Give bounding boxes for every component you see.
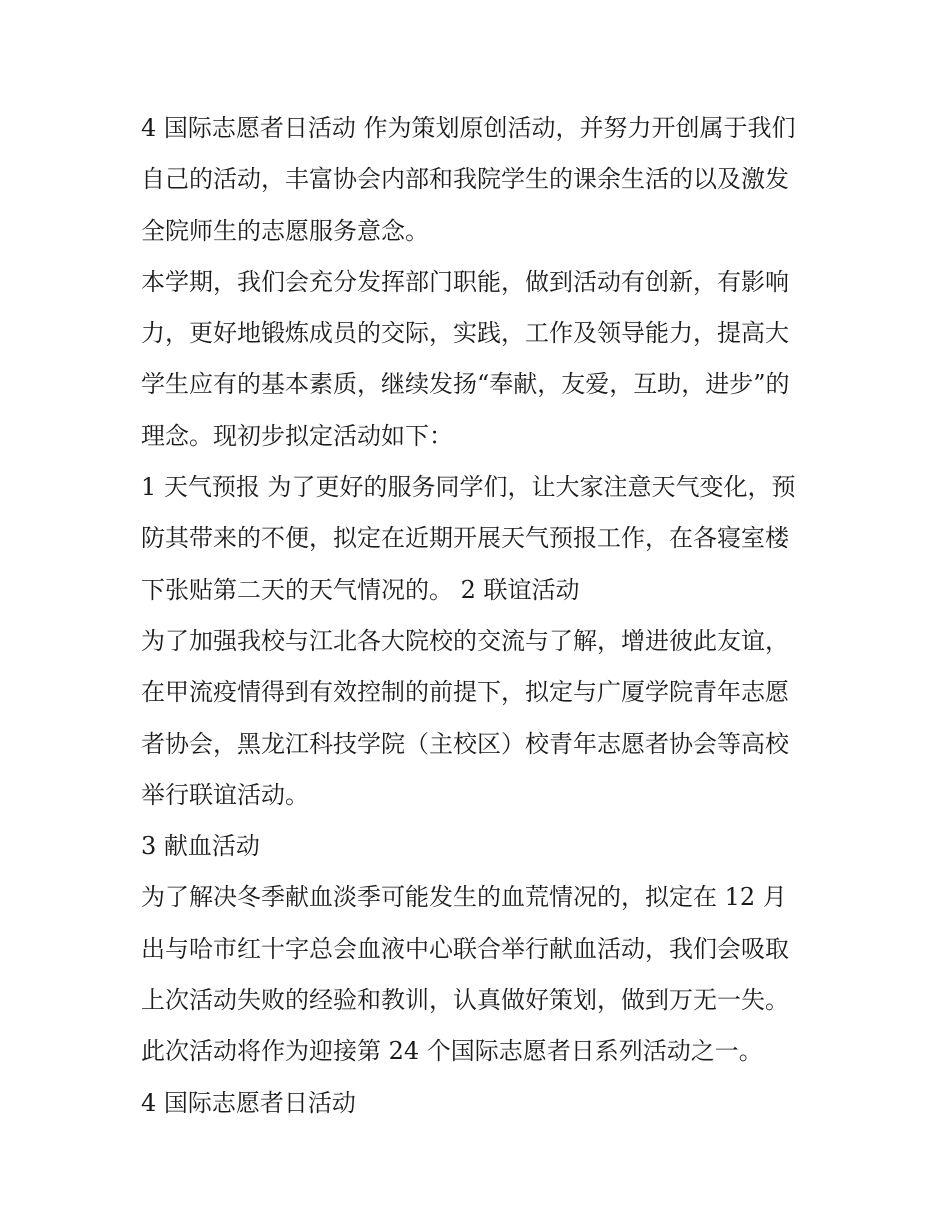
text-line: 3 献血活动 bbox=[141, 832, 260, 861]
text-line: 在甲流疫情得到有效控制的前提下，拟定与广厦学院青年志愿 bbox=[141, 678, 789, 707]
text-line: 力，更好地锻炼成员的交际，实践，工作及领导能力，提高大 bbox=[141, 319, 789, 348]
text-line: 为了加强我校与江北各大院校的交流与了解，增进彼此友谊， bbox=[141, 626, 789, 655]
text-line: 此次活动将作为迎接第 24 个国际志愿者日系列活动之一。 bbox=[141, 1037, 763, 1066]
text-line: 4 国际志愿者日活动 bbox=[141, 1088, 356, 1117]
text-line: 防其带来的不便，拟定在近期开展天气预报工作，在各寝室楼 bbox=[141, 524, 789, 553]
text-line: 者协会，黑龙江科技学院（主校区）校青年志愿者协会等高校 bbox=[141, 729, 789, 758]
text-line: 下张贴第二天的天气情况的。 2 联谊活动 bbox=[141, 575, 580, 604]
text-line: 举行联谊活动。 bbox=[141, 780, 309, 809]
text-line: 出与哈市红十字总会血液中心联合举行献血活动，我们会吸取 bbox=[141, 934, 789, 963]
document-body bbox=[141, 103, 821, 1129]
text-line: 上次活动失败的经验和教训，认真做好策划，做到万无一失。 bbox=[141, 986, 789, 1015]
text-line: 学生应有的基本素质，继续发扬“奉献，友爱，互助，进步”的 bbox=[141, 370, 790, 399]
text-line: 本学期，我们会充分发挥部门职能，做到活动有创新，有影响 bbox=[141, 267, 789, 296]
text-line: 4 国际志愿者日活动 作为策划原创活动，并努力开创属于我们 bbox=[141, 114, 796, 142]
text-line: 为了解决冬季献血淡季可能发生的血荒情况的，拟定在 12 月 bbox=[141, 883, 787, 912]
text-line: 1 天气预报 为了更好的服务同学们，让大家注意天气变化，预 bbox=[141, 473, 796, 502]
text-line: 自己的活动，丰富协会内部和我院学生的课余生活的以及激发 bbox=[141, 165, 789, 194]
text-line: 全院师生的志愿服务意念。 bbox=[141, 216, 429, 245]
text-line: 理念。现初步拟定活动如下： bbox=[141, 421, 453, 450]
